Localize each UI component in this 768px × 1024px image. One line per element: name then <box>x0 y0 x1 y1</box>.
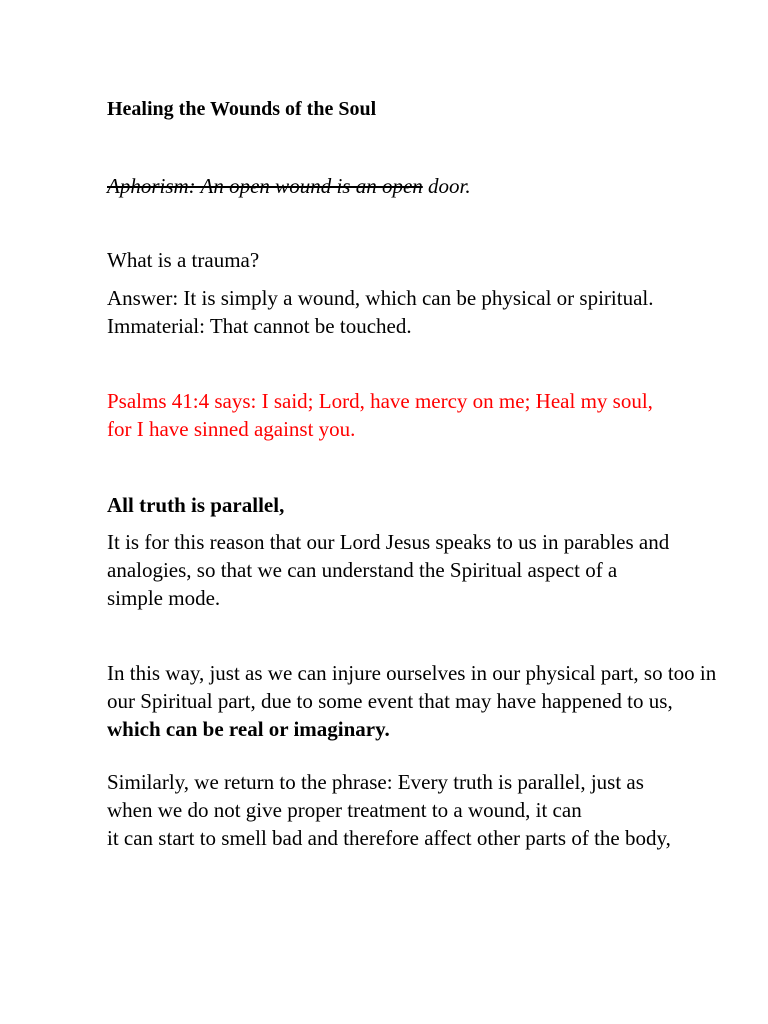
answer-line-1: Answer: It is simply a wound, which can be physical or spiritual. <box>107 286 654 310</box>
answer-line-2: Immaterial: That cannot be touched. <box>107 314 412 338</box>
aphorism <box>107 172 471 200</box>
question-text: What is a trauma? <box>107 248 260 272</box>
injury-line-1: In this way, just as we can injure ourselves in our physical part, so too in <box>107 661 717 685</box>
psalm-line-2: for I have sinned against you. <box>107 417 356 441</box>
similarly-line-1: Similarly, we return to the phrase: Every truth is parallel, just as <box>107 770 644 794</box>
parables-line-3: simple mode. <box>107 586 221 610</box>
document-page <box>107 0 768 1024</box>
psalm-line-1: Psalms 41:4 says: I said; Lord, have mercy on me; Heal my soul, <box>107 389 653 413</box>
aphorism-struck-text: Aphorism: An open wound is an open <box>107 174 423 198</box>
similarly-line-2: when we do not give proper treatment to a wound, it can <box>107 798 582 822</box>
aphorism-rest-text: door. <box>422 174 471 198</box>
injury-line-3: which can be real or imaginary. <box>107 717 390 741</box>
document-title: Healing the Wounds of the Soul <box>107 98 377 120</box>
parables-line-2: analogies, so that we can understand the Spiritual aspect of a <box>107 558 618 582</box>
injury-line-2: our Spiritual part, due to some event that may have happened to us, <box>107 689 673 713</box>
similarly-line-3: it can start to smell bad and therefore affect other parts of the body, <box>107 826 671 850</box>
parables-line-1: It is for this reason that our Lord Jesus speaks to us in parables and <box>107 530 670 554</box>
heading-parallel: All truth is parallel, <box>107 493 285 517</box>
